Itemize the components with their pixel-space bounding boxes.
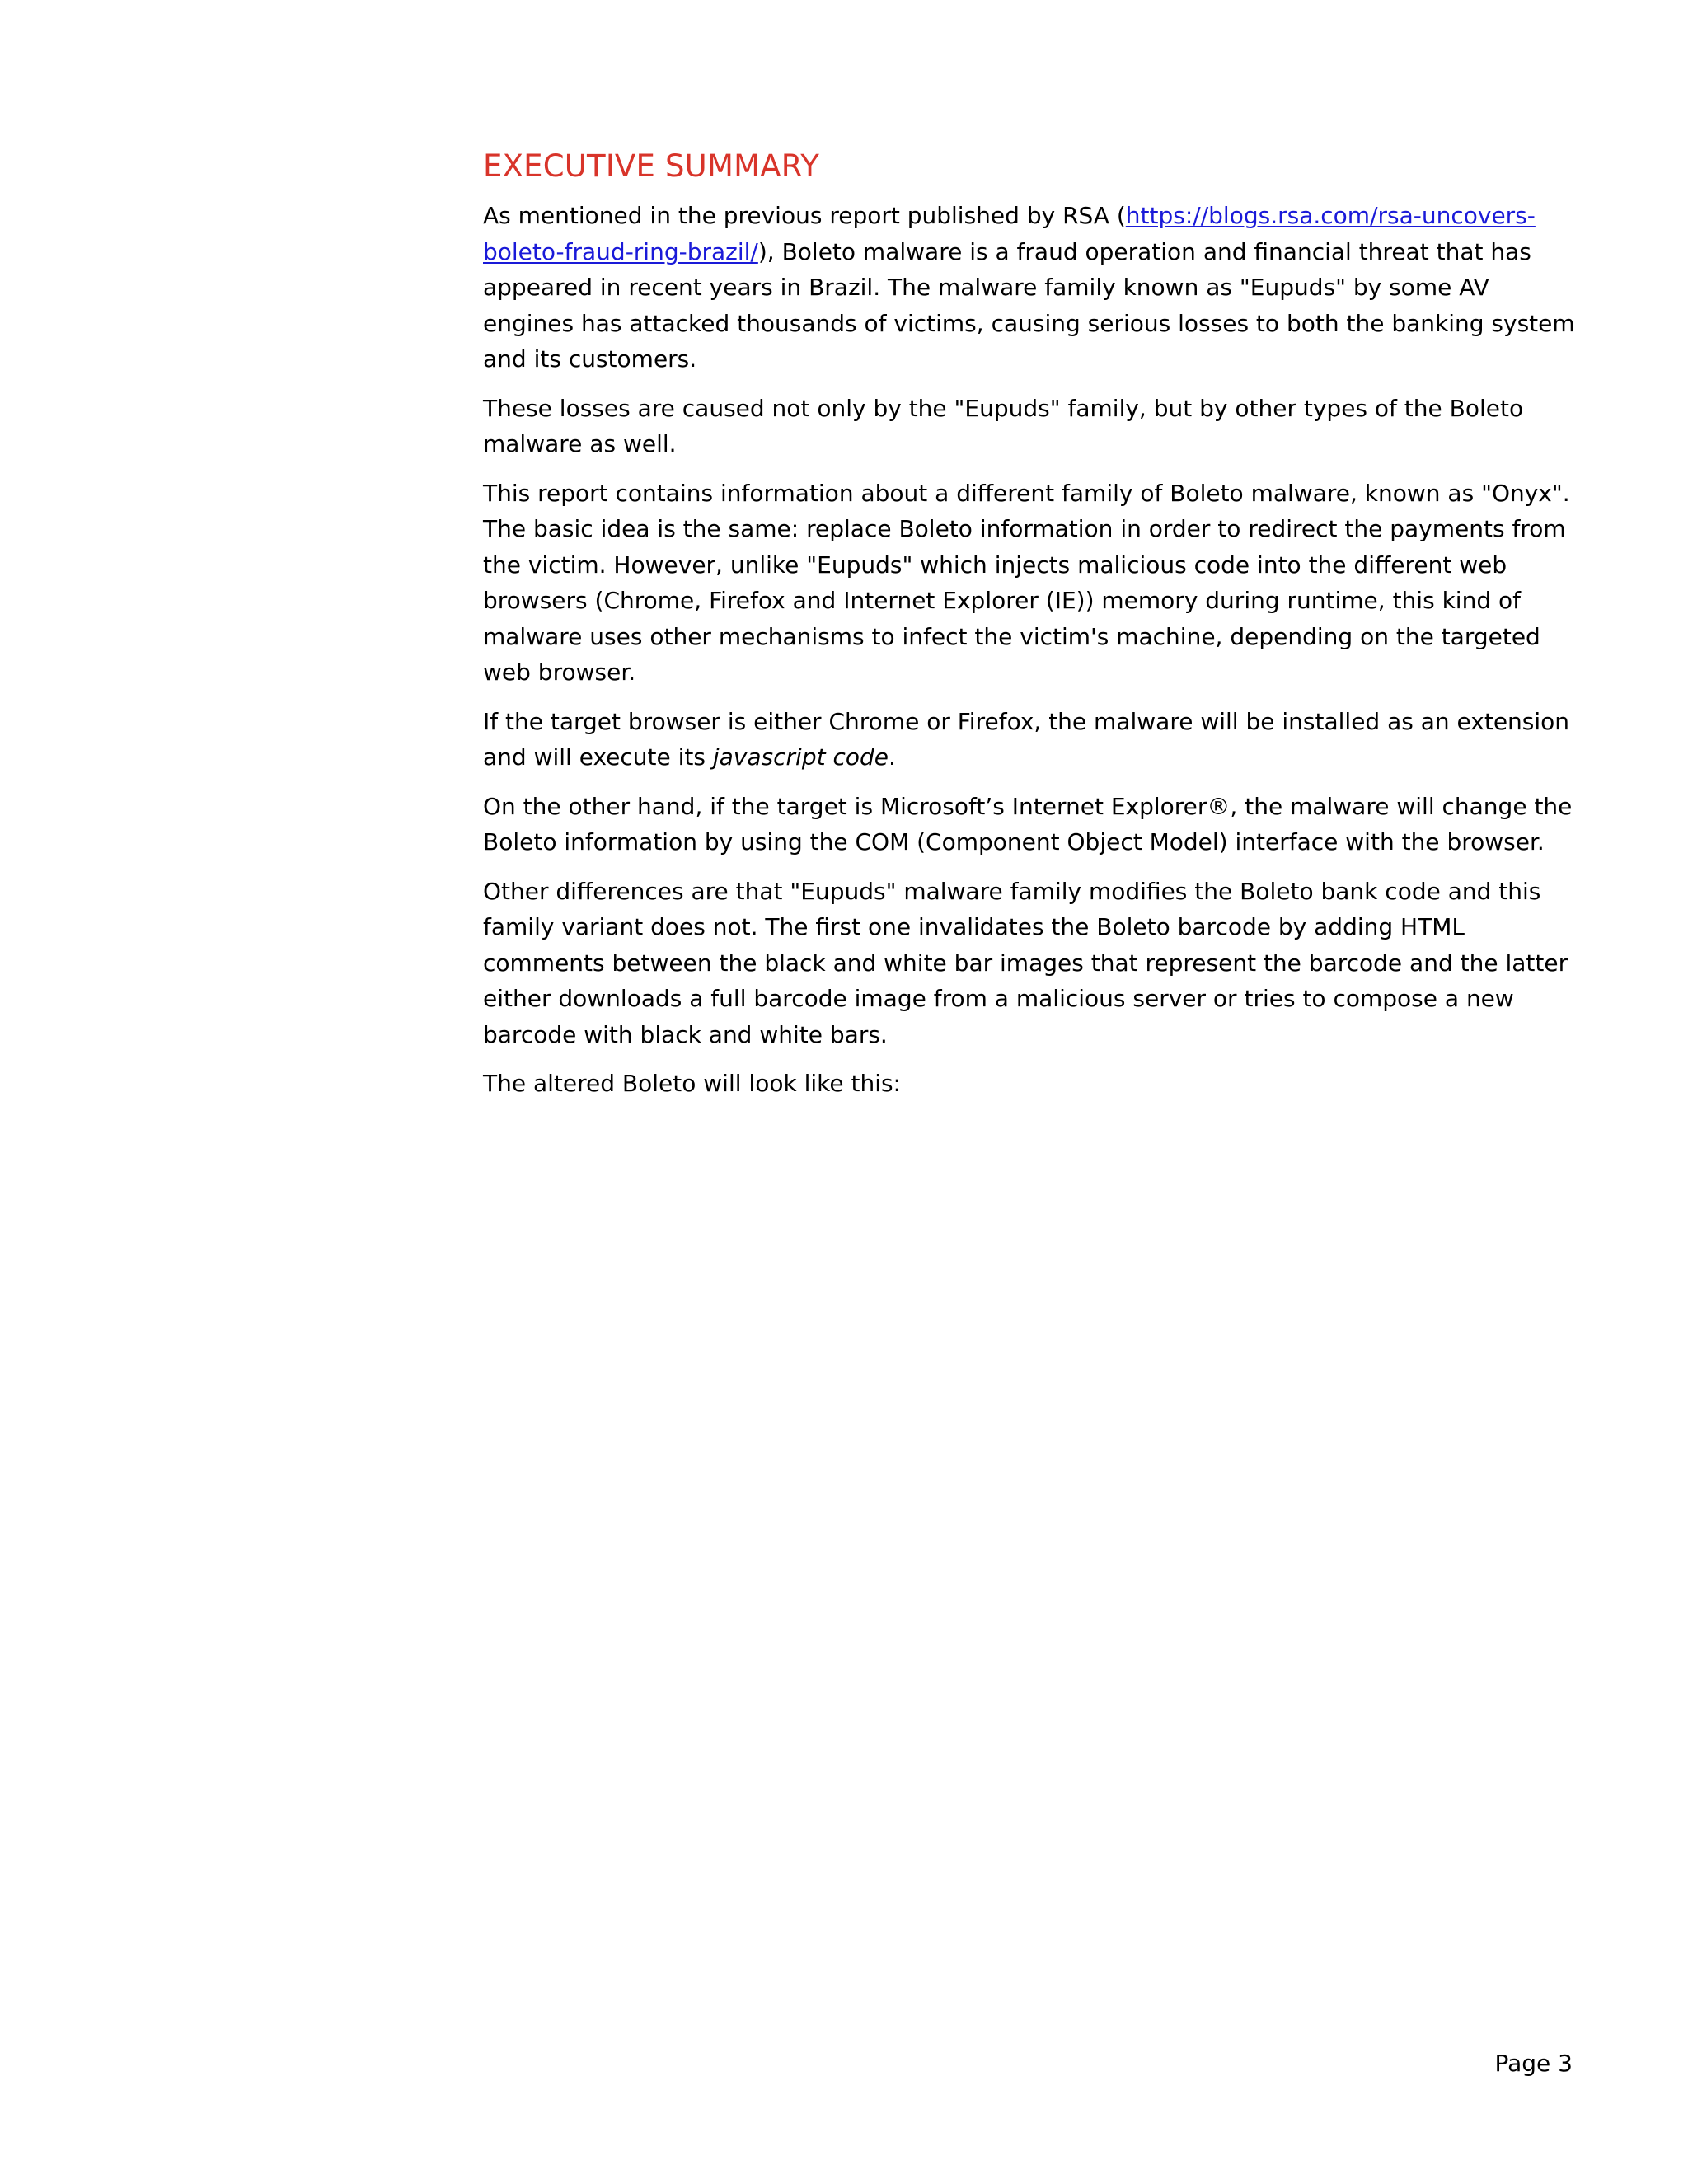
section-heading: EXECUTIVE SUMMARY [483, 148, 820, 184]
javascript-code-emphasis: javascript code [712, 743, 889, 771]
page-number: Page 3 [1494, 2050, 1573, 2077]
paragraph-chrome-firefox-text-end: . [889, 743, 896, 771]
paragraph-internet-explorer: On the other hand, if the target is Microsoft’s Internet Explorer®, the malware will change the Boleto information by using the COM (Component Object Model) interface with the browser. [483, 792, 1573, 855]
paragraph-chrome-firefox [483, 704, 1579, 776]
page-content [483, 147, 1579, 1115]
paragraph-onyx-family: This report contains information about a different family of Boleto malware, known as "Onyx". The basic idea is the same: replace Boleto information in order to redirect the payments from the victim. However, unlike "Eupuds" which injects malicious code into the different web browsers (Chrome, Firefox and Internet Explorer (IE)) memory during runtime, this kind of malware uses other mechanisms to infect the victim's machine, depending on the targeted web browser. [483, 479, 1570, 686]
paragraph-intro-text-end: ), Boleto malware is a fraud operation and financial threat that has appeared in recent years in Brazil. The malware family known as "Eupuds" by some AV engines has attacked thousands of victims, causing serious losses to both the banking system and its customers. [483, 237, 1575, 373]
paragraph-chrome-firefox-text-start: If the target browser is either Chrome or Firefox, the malware will be installed as an extension and will execute its [483, 707, 1570, 771]
paragraph-losses: These losses are caused not only by the "Eupuds" family, but by other types of the Boleto malware as well. [483, 394, 1524, 457]
paragraph-differences: Other differences are that "Eupuds" malware family modifies the Boleto bank code and this family variant does not. The first one invalidates the Boleto barcode by adding HTML comments between the black and white bar images that represent the barcode and the latter either downloads a full barcode image from a malicious server or tries to compose a new barcode with black and white bars. [483, 877, 1568, 1048]
paragraph-intro [483, 198, 1579, 377]
paragraph-intro-text-start: As mentioned in the previous report published by RSA ( [483, 202, 1126, 229]
paragraph-altered-boleto: The altered Boleto will look like this: [483, 1070, 901, 1097]
rsa-blog-link[interactable]: https://blogs.rsa.com/rsa-uncovers-boleto-fraud-ring-brazil/ [483, 202, 1536, 265]
